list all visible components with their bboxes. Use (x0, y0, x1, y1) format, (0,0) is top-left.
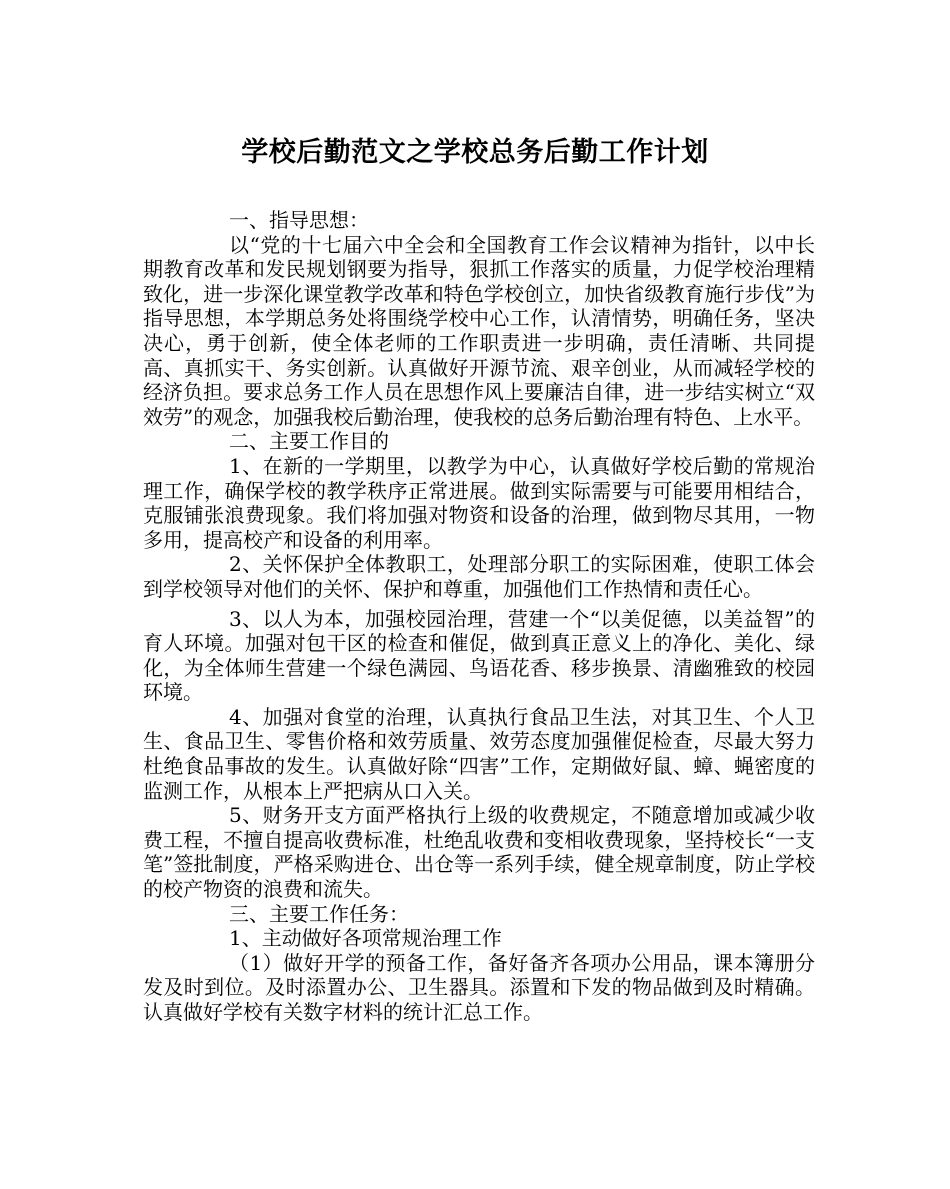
subheading-routine-management: 1、主动做好各项常规治理工作 (229, 926, 502, 951)
paragraph-goal-4: 4、加强对食堂的治理，认真执行食品卫生法，对其卫生、个人卫生、食品卫生、零售价格和效劳质量、效劳态度加强催促检查，尽最大努力杜绝食品事故的发生。认真做好除“四害”工作，定期做好鼠、蟑、蝇密度的监测工作，从根本上严把病从口入关。 (143, 704, 815, 803)
paragraph-goal-3: 3、以人为本，加强校园治理，营建一个“以美促德，以美益智”的育人环境。加强对包干区的检查和催促，做到真正意义上的净化、美化、绿化，为全体师生营建一个绿色满园、鸟语花香、移步换景、清幽雅致的校园环境。 (143, 606, 815, 705)
document-title: 学校后勤范文之学校总务后勤工作计划 (241, 137, 709, 168)
paragraph-task-1-1: （1）做好开学的预备工作，备好备齐各项办公用品，课本簿册分发及时到位。及时添置办公、卫生器具。添置和下发的物品做到及时精确。认真做好学校有关数字材料的统计汇总工作。 (143, 950, 815, 1024)
paragraph-goal-2: 2、关怀保护全体教职工，处理部分职工的实际困难，使职工体会到学校领导对他们的关怀、保护和尊重，加强他们工作热情和责任心。 (143, 552, 815, 601)
paragraph-goal-1: 1、在新的一学期里，以教学为中心，认真做好学校后勤的常规治理工作，确保学校的教学秩序正常进展。做到实际需要与可能要用相结合，克服铺张浪费现象。我们将加强对物资和设备的治理，做到物尽其用，一物多用，提高校产和设备的利用率。 (143, 453, 815, 552)
section-heading-main-tasks: 三、主要工作任务： (229, 901, 409, 926)
paragraph-goal-5: 5、财务开支方面严格执行上级的收费规定，不随意增加或减少收费工程，不擅自提高收费标准，杜绝乱收费和变相收费现象，坚持校长“一支笔”签批制度，严格采购进仓、出仓等一系列手续，健全规章制度，防止学校的校产物资的浪费和流失。 (143, 803, 815, 902)
section-heading-guiding-ideology: 一、指导思想： (229, 208, 369, 232)
paragraph-guiding-ideology: 以“党的十七届六中全会和全国教育工作会议精神为指针，以中长期教育改革和发民规划钢要为指导，狠抓工作落实的质量，力促学校治理精致化，进一步深化课堂教学改革和特色学校创立，加快省级教育施行步伐”为指导思想，本学期总务处将围绕学校中心工作，认清情势，明确任务，坚决决心，勇于创新，使全体老师的工作职责进一步明确，责任清晰、共同提高、真抓实干、务实创新。认真做好开源节流、艰辛创业，从而减轻学校的经济负担。要求总务工作人员在思想作风上要廉洁自律，进一步结实树立“双效劳”的观念，加强我校后勤治理，使我校的总务后勤治理有特色、上水平。 (143, 232, 815, 429)
section-heading-main-goals: 二、主要工作目的 (229, 429, 389, 454)
document-body (143, 208, 815, 1025)
